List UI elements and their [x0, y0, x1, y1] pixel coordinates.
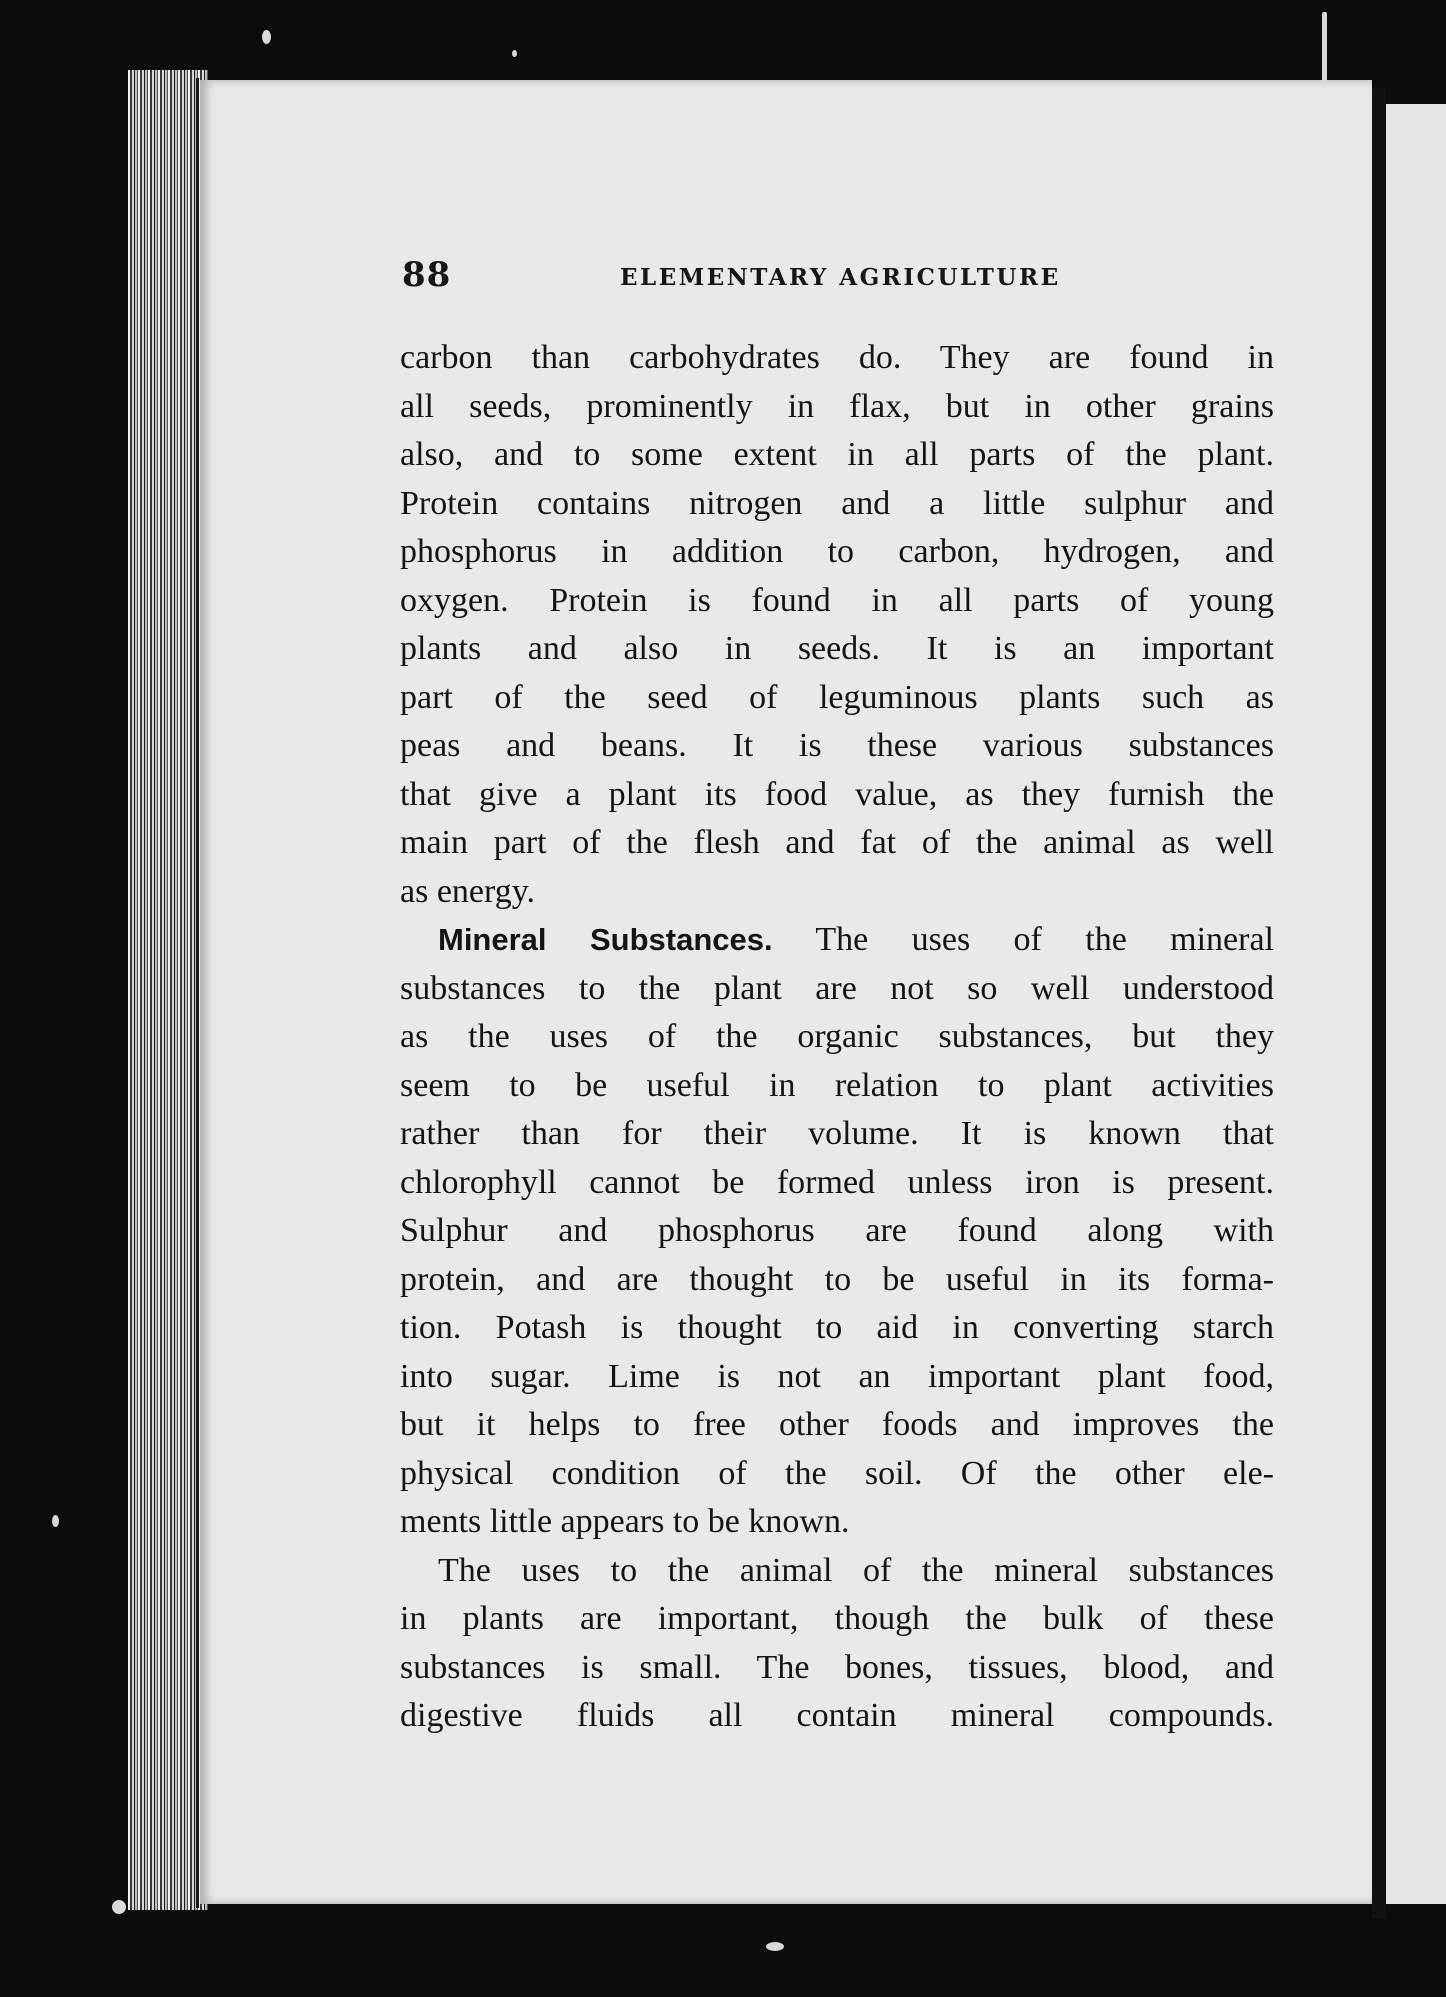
text-line: Sulphur and phosphorus are found along with — [400, 1212, 1274, 1249]
text-line: protein, and are thought to be useful in its forma- — [400, 1260, 1274, 1298]
spine-shadow — [1372, 88, 1386, 1918]
paragraph-2 — [400, 916, 1274, 1547]
page-number: 88 — [402, 255, 452, 295]
text-line: physical condition of the soil. Of the other ele- — [400, 1454, 1274, 1492]
dust-speck — [766, 1942, 784, 1951]
text-line: as the uses of the organic substances, but they — [400, 1018, 1274, 1055]
running-head — [402, 255, 1272, 303]
text-line: rather than for their volume. It is known that — [400, 1115, 1274, 1152]
text-line: phosphorus in addition to carbon, hydrogen, and — [400, 533, 1274, 570]
text-line: chlorophyll cannot be formed unless iron is present. — [400, 1163, 1274, 1201]
text-line: also, and to some extent in all parts of the plant. — [400, 436, 1274, 473]
text-line: main part of the flesh and fat of the animal as well — [400, 824, 1274, 861]
adjacent-page — [1386, 104, 1446, 1904]
text-line: plants and also in seeds. It is an important — [400, 630, 1274, 667]
page-gutter — [196, 78, 199, 1908]
text-line: part of the seed of leguminous plants such as — [400, 678, 1274, 716]
text-line: Protein contains nitrogen and a little sulphur and — [400, 484, 1274, 522]
text-line: carbon than carbohydrates do. They are found in — [400, 339, 1274, 376]
paragraph-3 — [400, 1547, 1274, 1741]
dust-speck — [262, 30, 271, 44]
text-line: substances is small. The bones, tissues, blood, and — [400, 1648, 1274, 1686]
text-line: digestive fluids all contain mineral compounds. — [400, 1697, 1274, 1734]
text-line: into sugar. Lime is not an important plant food, — [400, 1357, 1274, 1395]
section-heading: Mineral Substances. — [438, 922, 773, 957]
text-run: The uses of the mineral — [815, 921, 1274, 958]
text-line: ments little appears to be known. — [400, 1503, 850, 1540]
text-line: seem to be useful in relation to plant activities — [400, 1066, 1274, 1104]
text-line: oxygen. Protein is found in all parts of young — [400, 581, 1274, 619]
dust-speck — [512, 50, 517, 57]
dust-speck — [1322, 12, 1327, 82]
text-line: in plants are important, though the bulk of these — [400, 1600, 1274, 1637]
running-title: ELEMENTARY AGRICULTURE — [620, 264, 1061, 291]
text-line: but it helps to free other foods and improves the — [400, 1406, 1274, 1443]
dust-speck — [52, 1515, 59, 1527]
text-line: peas and beans. It is these various substances — [400, 727, 1274, 764]
text-line: The uses to the animal of the mineral substances — [438, 1551, 1274, 1589]
text-line: that give a plant its food value, as they furnish the — [400, 775, 1274, 813]
dust-speck — [112, 1900, 126, 1914]
text-line: tion. Potash is thought to aid in converting starch — [400, 1309, 1274, 1346]
text-line: all seeds, prominently in flax, but in other grains — [400, 387, 1274, 425]
paragraph-1 — [400, 334, 1274, 916]
text-line: as energy. — [400, 872, 536, 910]
text-line: substances to the plant are not so well understood — [400, 969, 1274, 1007]
body-text — [400, 334, 1274, 1741]
text-line — [400, 916, 1274, 965]
